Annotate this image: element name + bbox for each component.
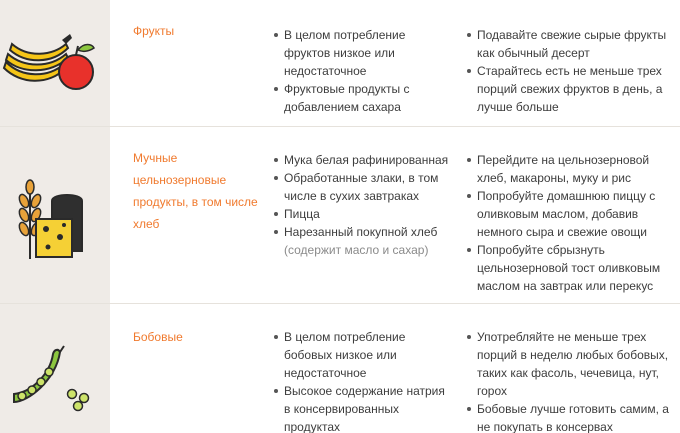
list-item: Старайтесь есть не меньше трех порций свежих фруктов в день, а лучше больше	[465, 62, 677, 116]
category-label: Фрукты	[133, 24, 175, 38]
category-label: Бобовые	[133, 330, 183, 344]
list-item: Бобовые лучше готовить самим, а не покупать в консервах	[465, 400, 677, 433]
category-label: Мучные цельнозерновые продукты, в том числе хлеб	[133, 151, 258, 231]
table-row-grains	[0, 127, 680, 304]
pea-pod-icon	[8, 344, 98, 414]
problems-list	[272, 26, 452, 116]
tips-list	[465, 328, 677, 433]
list-item: Перейдите на цельнозерновой хлеб, макароны, муку и рис	[465, 151, 677, 187]
list-item: Попробуйте домашнюю пиццу с оливковым маслом, добавив немного сыра и свежие овощи	[465, 187, 677, 241]
icon-cell	[0, 127, 110, 303]
list-item: В целом потребление фруктов низкое или недостаточное	[272, 26, 452, 80]
list-item: Пицца	[272, 205, 452, 223]
table-row-legumes	[0, 304, 680, 433]
icon-cell	[0, 304, 110, 433]
list-item: Высокое содержание натрия в консервированных продуктах	[272, 382, 452, 433]
banana-apple-icon	[2, 28, 102, 98]
list-item: Попробуйте сбрызнуть цельнозерновой тост оливковым маслом на завтрак или перекус	[465, 241, 677, 295]
list-item: Употребляйте не меньше трех порций в неделю любых бобовых, таких как фасоль, чечевица, нут, горох	[465, 328, 677, 400]
list-item-note: (содержит масло и сахар)	[284, 243, 429, 257]
wheat-bread-cheese-icon	[12, 171, 92, 261]
problems-list	[272, 328, 452, 433]
icon-cell	[0, 0, 110, 126]
tips-list	[465, 151, 677, 295]
problems-list	[272, 151, 452, 259]
list-item	[272, 223, 452, 259]
table-row-fruits	[0, 0, 680, 127]
list-item: В целом потребление бобовых низкое или недостаточное	[272, 328, 452, 382]
list-item: Обработанные злаки, в том числе в сухих завтраках	[272, 169, 452, 205]
list-item: Фруктовые продукты с добавлением сахара	[272, 80, 452, 116]
list-item: Подавайте свежие сырые фрукты как обычный десерт	[465, 26, 677, 62]
list-item: Мука белая рафинированная	[272, 151, 452, 169]
list-item-text: Нарезанный покупной хлеб	[284, 225, 438, 239]
tips-list	[465, 26, 677, 116]
